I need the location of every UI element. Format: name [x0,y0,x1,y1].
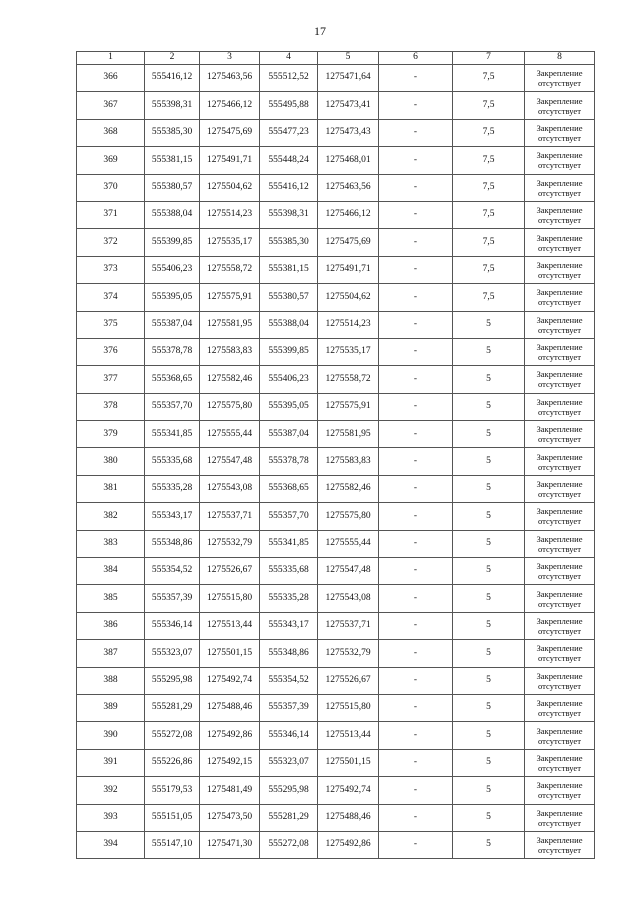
y2-cell: 1275582,46 [318,475,379,502]
col7-cell: 5 [453,530,525,557]
x2-cell: 555357,39 [260,694,318,721]
col7-cell: 5 [453,831,525,858]
y1-cell: 1275463,56 [200,65,260,92]
point-number-cell: 387 [77,640,145,667]
y1-cell: 1275492,74 [200,667,260,694]
col6-cell: - [379,694,453,721]
point-number-cell: 392 [77,777,145,804]
col7-cell: 5 [453,421,525,448]
y1-cell: 1275492,86 [200,722,260,749]
col7-cell: 7,5 [453,147,525,174]
col6-cell: - [379,201,453,228]
y2-cell: 1275475,69 [318,229,379,256]
fixation-note-cell: Закрепление отсутствует [525,119,595,146]
y2-cell: 1275492,74 [318,777,379,804]
col6-cell: - [379,777,453,804]
x1-cell: 555346,14 [145,612,200,639]
x2-cell: 555281,29 [260,804,318,831]
table-row [77,640,595,667]
col7-cell: 7,5 [453,174,525,201]
fixation-note-cell: Закрепление отсутствует [525,65,595,92]
col7-cell: 7,5 [453,92,525,119]
x2-cell: 555380,57 [260,284,318,311]
point-number-cell: 376 [77,338,145,365]
x2-cell: 555295,98 [260,777,318,804]
table-row [77,65,595,92]
x1-cell: 555343,17 [145,503,200,530]
y2-cell: 1275463,56 [318,174,379,201]
col7-cell: 5 [453,777,525,804]
x1-cell: 555147,10 [145,831,200,858]
col7-cell: 5 [453,448,525,475]
y1-cell: 1275537,71 [200,503,260,530]
point-number-cell: 369 [77,147,145,174]
table-row [77,174,595,201]
col7-cell: 5 [453,558,525,585]
col6-cell: - [379,256,453,283]
fixation-note-cell: Закрепление отсутствует [525,201,595,228]
point-number-cell: 380 [77,448,145,475]
fixation-note-cell: Закрепление отсутствует [525,749,595,776]
y1-cell: 1275481,49 [200,777,260,804]
y1-cell: 1275547,48 [200,448,260,475]
y1-cell: 1275475,69 [200,119,260,146]
table-row [77,475,595,502]
x1-cell: 555406,23 [145,256,200,283]
fixation-note-cell: Закрепление отсутствует [525,147,595,174]
col6-cell: - [379,558,453,585]
y2-cell: 1275575,80 [318,503,379,530]
point-number-cell: 367 [77,92,145,119]
x2-cell: 555378,78 [260,448,318,475]
fixation-note-cell: Закрепление отсутствует [525,256,595,283]
point-number-cell: 381 [77,475,145,502]
col6-cell: - [379,393,453,420]
x2-cell: 555368,65 [260,475,318,502]
y1-cell: 1275575,80 [200,393,260,420]
table-row [77,558,595,585]
y2-cell: 1275535,17 [318,338,379,365]
table-row [77,612,595,639]
col6-cell: - [379,448,453,475]
col7-cell: 5 [453,585,525,612]
y1-cell: 1275513,44 [200,612,260,639]
table-header-row [77,52,595,65]
col6-cell: - [379,585,453,612]
x1-cell: 555151,05 [145,804,200,831]
y2-cell: 1275466,12 [318,201,379,228]
col6-cell: - [379,804,453,831]
col6-cell: - [379,722,453,749]
y1-cell: 1275581,95 [200,311,260,338]
point-number-cell: 394 [77,831,145,858]
col7-cell: 5 [453,804,525,831]
table-row [77,201,595,228]
table-row [77,530,595,557]
table-row [77,831,595,858]
x1-cell: 555341,85 [145,421,200,448]
fixation-note-cell: Закрепление отсутствует [525,393,595,420]
col6-cell: - [379,119,453,146]
x1-cell: 555335,28 [145,475,200,502]
fixation-note-cell: Закрепление отсутствует [525,640,595,667]
y1-cell: 1275488,46 [200,694,260,721]
x1-cell: 555357,70 [145,393,200,420]
y1-cell: 1275543,08 [200,475,260,502]
y1-cell: 1275582,46 [200,366,260,393]
fixation-note-cell: Закрепление отсутствует [525,92,595,119]
fixation-note-cell: Закрепление отсутствует [525,366,595,393]
x2-cell: 555512,52 [260,65,318,92]
col6-cell: - [379,475,453,502]
y2-cell: 1275558,72 [318,366,379,393]
table-row [77,393,595,420]
x1-cell: 555323,07 [145,640,200,667]
table-row [77,119,595,146]
y2-cell: 1275515,80 [318,694,379,721]
x2-cell: 555272,08 [260,831,318,858]
x1-cell: 555398,31 [145,92,200,119]
col6-cell: - [379,612,453,639]
point-number-cell: 372 [77,229,145,256]
fixation-note-cell: Закрепление отсутствует [525,174,595,201]
table-row [77,777,595,804]
point-number-cell: 375 [77,311,145,338]
y2-cell: 1275473,43 [318,119,379,146]
table-row [77,229,595,256]
y2-cell: 1275471,64 [318,65,379,92]
x2-cell: 555448,24 [260,147,318,174]
col7-cell: 7,5 [453,256,525,283]
point-number-cell: 378 [77,393,145,420]
x1-cell: 555380,57 [145,174,200,201]
table-row [77,722,595,749]
point-number-cell: 391 [77,749,145,776]
table-row [77,667,595,694]
col6-cell: - [379,640,453,667]
fixation-note-cell: Закрепление отсутствует [525,804,595,831]
x2-cell: 555335,28 [260,585,318,612]
y2-cell: 1275526,67 [318,667,379,694]
x2-cell: 555354,52 [260,667,318,694]
fixation-note-cell: Закрепление отсутствует [525,612,595,639]
fixation-note-cell: Закрепление отсутствует [525,777,595,804]
column-header: 4 [260,52,318,65]
x1-cell: 555354,52 [145,558,200,585]
col7-cell: 5 [453,694,525,721]
y2-cell: 1275583,83 [318,448,379,475]
table-body [77,65,595,859]
y2-cell: 1275543,08 [318,585,379,612]
table-row [77,694,595,721]
fixation-note-cell: Закрепление отсутствует [525,503,595,530]
point-number-cell: 377 [77,366,145,393]
x1-cell: 555335,68 [145,448,200,475]
col7-cell: 5 [453,667,525,694]
x2-cell: 555381,15 [260,256,318,283]
y2-cell: 1275575,91 [318,393,379,420]
col7-cell: 5 [453,366,525,393]
x1-cell: 555295,98 [145,667,200,694]
table-row [77,585,595,612]
table-row [77,366,595,393]
table-row [77,284,595,311]
point-number-cell: 379 [77,421,145,448]
point-number-cell: 368 [77,119,145,146]
x1-cell: 555388,04 [145,201,200,228]
col6-cell: - [379,311,453,338]
fixation-note-cell: Закрепление отсутствует [525,694,595,721]
column-header: 2 [145,52,200,65]
col6-cell: - [379,174,453,201]
fixation-note-cell: Закрепление отсутствует [525,229,595,256]
x2-cell: 555387,04 [260,421,318,448]
x2-cell: 555477,23 [260,119,318,146]
y1-cell: 1275492,15 [200,749,260,776]
x2-cell: 555335,68 [260,558,318,585]
x2-cell: 555323,07 [260,749,318,776]
x2-cell: 555388,04 [260,311,318,338]
y2-cell: 1275492,86 [318,831,379,858]
coordinates-table [76,51,595,859]
table-row [77,338,595,365]
col7-cell: 5 [453,749,525,776]
x1-cell: 555395,05 [145,284,200,311]
x2-cell: 555357,70 [260,503,318,530]
point-number-cell: 374 [77,284,145,311]
x1-cell: 555348,86 [145,530,200,557]
fixation-note-cell: Закрепление отсутствует [525,667,595,694]
y1-cell: 1275558,72 [200,256,260,283]
x2-cell: 555385,30 [260,229,318,256]
column-header: 7 [453,52,525,65]
col7-cell: 5 [453,475,525,502]
y2-cell: 1275504,62 [318,284,379,311]
col6-cell: - [379,831,453,858]
y1-cell: 1275501,15 [200,640,260,667]
point-number-cell: 366 [77,65,145,92]
y1-cell: 1275555,44 [200,421,260,448]
table-row [77,147,595,174]
table-row [77,256,595,283]
table-row [77,448,595,475]
y1-cell: 1275583,83 [200,338,260,365]
x1-cell: 555357,39 [145,585,200,612]
x2-cell: 555395,05 [260,393,318,420]
y1-cell: 1275473,50 [200,804,260,831]
table-row [77,503,595,530]
col6-cell: - [379,530,453,557]
col7-cell: 7,5 [453,119,525,146]
y2-cell: 1275532,79 [318,640,379,667]
col7-cell: 5 [453,503,525,530]
y2-cell: 1275488,46 [318,804,379,831]
x2-cell: 555416,12 [260,174,318,201]
y2-cell: 1275555,44 [318,530,379,557]
point-number-cell: 382 [77,503,145,530]
table-row [77,92,595,119]
fixation-note-cell: Закрепление отсутствует [525,558,595,585]
x1-cell: 555272,08 [145,722,200,749]
col6-cell: - [379,147,453,174]
col7-cell: 7,5 [453,229,525,256]
col6-cell: - [379,65,453,92]
y2-cell: 1275491,71 [318,256,379,283]
point-number-cell: 389 [77,694,145,721]
y1-cell: 1275575,91 [200,284,260,311]
fixation-note-cell: Закрепление отсутствует [525,284,595,311]
table-row [77,804,595,831]
col6-cell: - [379,229,453,256]
y1-cell: 1275515,80 [200,585,260,612]
y1-cell: 1275532,79 [200,530,260,557]
col6-cell: - [379,92,453,119]
column-header: 8 [525,52,595,65]
x2-cell: 555348,86 [260,640,318,667]
x2-cell: 555398,31 [260,201,318,228]
point-number-cell: 385 [77,585,145,612]
fixation-note-cell: Закрепление отсутствует [525,831,595,858]
col7-cell: 7,5 [453,284,525,311]
point-number-cell: 370 [77,174,145,201]
x1-cell: 555385,30 [145,119,200,146]
point-number-cell: 386 [77,612,145,639]
fixation-note-cell: Закрепление отсутствует [525,530,595,557]
fixation-note-cell: Закрепление отсутствует [525,338,595,365]
col6-cell: - [379,284,453,311]
x2-cell: 555346,14 [260,722,318,749]
y2-cell: 1275513,44 [318,722,379,749]
y1-cell: 1275491,71 [200,147,260,174]
col6-cell: - [379,503,453,530]
col7-cell: 5 [453,722,525,749]
x2-cell: 555341,85 [260,530,318,557]
x2-cell: 555399,85 [260,338,318,365]
col6-cell: - [379,366,453,393]
table-row [77,421,595,448]
col7-cell: 5 [453,640,525,667]
x1-cell: 555179,53 [145,777,200,804]
y2-cell: 1275537,71 [318,612,379,639]
x2-cell: 555406,23 [260,366,318,393]
x2-cell: 555343,17 [260,612,318,639]
y2-cell: 1275514,23 [318,311,379,338]
y1-cell: 1275466,12 [200,92,260,119]
col6-cell: - [379,667,453,694]
y2-cell: 1275468,01 [318,147,379,174]
y2-cell: 1275501,15 [318,749,379,776]
y1-cell: 1275535,17 [200,229,260,256]
column-header: 5 [318,52,379,65]
col7-cell: 5 [453,612,525,639]
x1-cell: 555416,12 [145,65,200,92]
col7-cell: 7,5 [453,65,525,92]
point-number-cell: 383 [77,530,145,557]
column-header: 3 [200,52,260,65]
y1-cell: 1275504,62 [200,174,260,201]
x1-cell: 555226,86 [145,749,200,776]
x1-cell: 555281,29 [145,694,200,721]
fixation-note-cell: Закрепление отсутствует [525,421,595,448]
col6-cell: - [379,749,453,776]
col7-cell: 5 [453,311,525,338]
point-number-cell: 388 [77,667,145,694]
x1-cell: 555368,65 [145,366,200,393]
y2-cell: 1275473,41 [318,92,379,119]
fixation-note-cell: Закрепление отсутствует [525,722,595,749]
y2-cell: 1275547,48 [318,558,379,585]
col7-cell: 5 [453,338,525,365]
point-number-cell: 384 [77,558,145,585]
x1-cell: 555381,15 [145,147,200,174]
y1-cell: 1275526,67 [200,558,260,585]
page-number: 17 [314,24,326,38]
col6-cell: - [379,421,453,448]
y2-cell: 1275581,95 [318,421,379,448]
column-header: 6 [379,52,453,65]
col7-cell: 7,5 [453,201,525,228]
table-row [77,749,595,776]
col7-cell: 5 [453,393,525,420]
x1-cell: 555378,78 [145,338,200,365]
y1-cell: 1275471,30 [200,831,260,858]
x1-cell: 555399,85 [145,229,200,256]
point-number-cell: 373 [77,256,145,283]
column-header: 1 [77,52,145,65]
table-row [77,311,595,338]
fixation-note-cell: Закрепление отсутствует [525,475,595,502]
fixation-note-cell: Закрепление отсутствует [525,585,595,612]
fixation-note-cell: Закрепление отсутствует [525,448,595,475]
y1-cell: 1275514,23 [200,201,260,228]
fixation-note-cell: Закрепление отсутствует [525,311,595,338]
point-number-cell: 390 [77,722,145,749]
point-number-cell: 371 [77,201,145,228]
x1-cell: 555387,04 [145,311,200,338]
x2-cell: 555495,88 [260,92,318,119]
point-number-cell: 393 [77,804,145,831]
col6-cell: - [379,338,453,365]
